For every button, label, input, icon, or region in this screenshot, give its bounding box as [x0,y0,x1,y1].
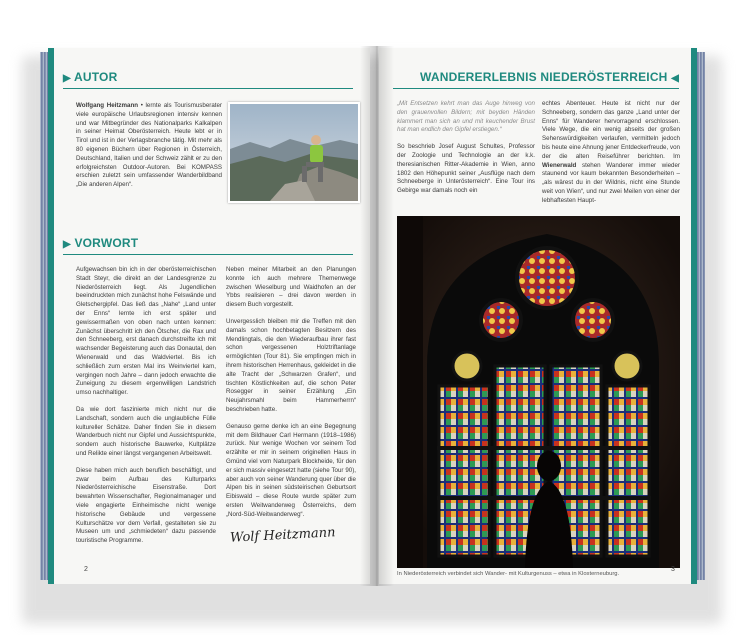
heading-arrow-icon: ◀ [671,73,679,84]
author-bio [76,102,222,190]
author-heading-text: AUTOR [73,70,118,84]
heading-arrow-icon: ▶ [63,239,71,250]
right-heading-rule [393,88,679,89]
author-signature [230,525,336,546]
photo-caption-text: In Niederösterreich verbindet sich Wander- mit Kulturgenuss – etwa in Klosterneuburg. [397,571,620,577]
foreword-paragraph: Genauso gerne denke ich an eine Begegnung mit dem Bildhauer Carl Hermann (1918–1986) zurück. Nur wenige Wochen vor seinem Tod erzählte er mir in seinem originellen Haus in Gmünd viel vom Naturpark Blockheide, für den er sich massiv eingesetzt hatte (siehe Tour 90), aber auch von seiner Wanderung quer über die Alpen bis in seinen südsteirischen Geburtsort Eibiswald – diese Route wurde später zum ersten Weitwanderweg Österreichs, dem „Nord-Süd-Weitwanderweg“. [226,422,356,518]
historic-quote: „Mit Entsetzen kehrt man das Auge hinweg von den grauenvollen Bildern; mit beyden Händen klammert man sich an und mit keuchender Brust hat man endlich den Gipfel erstiegen.“ [397,100,535,134]
right-heading-text: WANDERERLEBNIS NIEDERÖSTERREICH [420,70,668,84]
right-heading [420,70,679,84]
foreword-heading [63,236,138,250]
stained-glass-photo [397,216,680,568]
foreword-paragraph: Neben meiner Mitarbeit an den Planungen konnte ich auch mehrere Themenwege zwischen Wieselburg und Waidhofen an der Ybbs realisieren – drei davon werden in diesem Buch vorgestellt. [226,266,356,309]
author-heading [63,70,117,84]
heading-arrow-icon: ▶ [63,73,71,84]
author-rule [63,88,353,89]
left-page-number: 2 [84,566,88,573]
photo-caption [397,571,680,577]
foreword-column-2 [226,266,356,528]
author-photo [228,102,360,203]
right-column-1 [397,100,535,204]
foreword-column-1 [76,266,216,554]
author-name: Wolfgang Heitzmann [76,102,139,109]
right-paragraph-continued: stehen Wanderer immer wieder staunend vor kaum bekannten Besonderheiten – „als wärest du in der Wildnis, nicht eine Stunde weit von Wien“, und nur zwei Meilen von einer der lebhaftesten Haupt- [542,161,680,204]
right-paragraph: echtes Abenteuer. Heute ist nicht nur der Schneeberg, sondern das ganze „Land unter der Enns“ für Wanderer hervorragend erschlossen. Viele Wege, die ein wenig abseits der großen Sehenswürdigkeiten verlaufen, vermitteln jedoch bis heute eine Ahnung jener Entdeckerfreude, von der die alten Reiseführer berichten. Im [542,100,680,160]
right-column-2 [542,100,680,206]
foreword-paragraph: Diese haben mich auch beruflich beschäftigt, und zwar beim Aufbau des Kulturparks Niederösterreichische Eisenstraße. Dort bewahrten Wissenschafter, Regionalmanager und viele engagierte Einheimische nicht wenige historische Gebäude und vergessene Kulturschätze vor dem Verfall, gestalteten sie zu Museen um und „schmiedeten“ dazu passende touristische Programme. [76,466,216,545]
left-margin-bar [48,48,54,584]
right-page-number: 3 [671,566,675,573]
foreword-paragraph: Aufgewachsen bin ich in der oberösterreichischen Stadt Steyr, die direkt an der Landesgrenze zu Niederösterreich liegt. Als Jugendlichen beeindruckten mich zunächst hohe Felswände und Gletschergipfel. Das ließ das „Nahe“ „Land unter der Enns“ lernte ich erst später und gewissermaßen von oben nach unten kennen: Zunächst überschritt ich den Ötscher, die Rax und den Schneeberg, erst danach durchstreifte ich mit wachsender Begeisterung auch das Donautal, den Wienerwald und das Waldviertel. Bis ich schließlich zum ersten Mal ins Weinviertel kam, vergingen noch Jahre – dann jedoch erwachte die Zuneigung zu diesem ergenwilligen Landstrich umso nachhaltiger. [76,266,216,397]
right-margin-bar [691,48,697,584]
right-page [379,48,697,584]
book-gutter [360,46,394,586]
right-paragraph: So beschrieb Josef August Schultes, Professor der Zoologie und Technologie an der k.k. theresianischen Ritter-Akademie in Wien, anno 1802 den Höhepunkt seiner „Ausflüge nach dem Schneeberge in Unterösterreich“. Eine Tour ins Gebirge war damals noch ein [397,143,535,195]
right-page-edges [696,52,705,580]
foreword-rule [63,254,353,255]
wienerwald-term: Wienerwald [542,161,577,169]
foreword-heading-text: VORWORT [74,236,139,250]
left-page [48,48,370,584]
author-bio-text: • lernte als Tourismusberater viele europäische Urlaubsregionen intensiv kennen und war Mitbegründer des Nationalparks Kalkalpen in seiner Heimat Oberösterreich. Heute lebt er in Tirol und ist in der Verlagsbranche tätig. Mit mehr als 80 eigenen Büchern über Regionen in Österreich, Deutschland, Italien und der Schweiz zählt er zu den erfolgreichsten Outdoor-Autoren. Bei KOMPASS erschien zuletzt sein umfassender Wanderbildband „Die anderen Alpen“. [76,102,222,189]
foreword-paragraph: Da wie dort faszinierte mich nicht nur die Landschaft, sondern auch die unglaubliche Fülle kultureller Schätze. Daher finden Sie in diesem Wanderbuch nicht nur Gipfel und Aussichtspunkte, sondern auch historische Bauwerke, Kultplätze und Relikte einer längst vergangenen Arbeitswelt. [76,405,216,457]
foreword-paragraph: Unvergesslich bleiben mir die Treffen mit den damals schon hochbetagten Besitzern des Mendlingtals, die den Wiederaufbau ihrer fast schon vergessenen Holztriftanlage ermöglichten (Tour 81). Sie empfingen mich in ihrem historischen Herrenhaus, gekleidet in die alte Tracht der „Schwarzen Grafen“, und tischten Köstlichkeiten auf, die schon Peter Rosegger in seiner Erzählung „Ein Neujahrsmahl beim Hammerherrn“ beschrieben hatte. [226,317,356,413]
signature-text: Wolf Heitzmann [229,525,336,546]
